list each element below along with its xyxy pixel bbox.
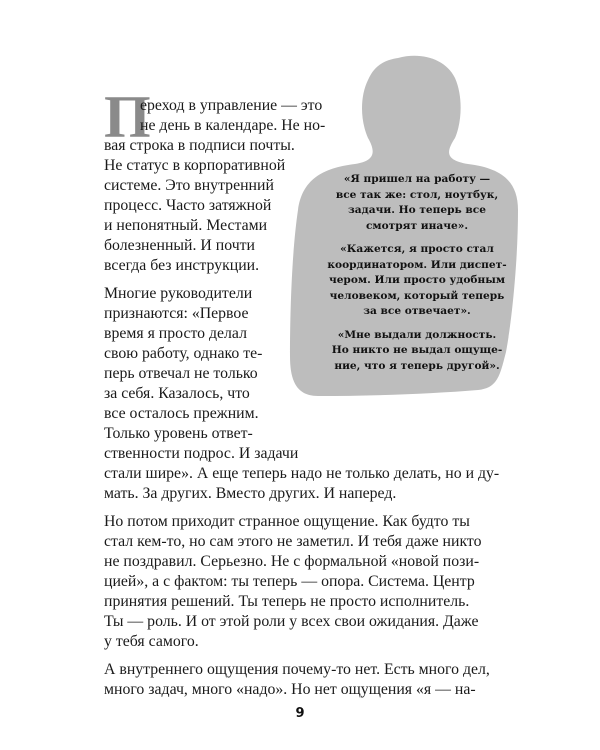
body-line: свою работу, однако те- (104, 345, 263, 362)
body-line: Не статус в корпоративной (104, 157, 286, 174)
body-line: принятия решений. Ты теперь не просто исполнитель. (104, 593, 470, 610)
body-line: признаются: «Первое (104, 305, 249, 322)
pull-quotes (312, 172, 522, 382)
body-line: и непонятный. Местами (104, 217, 268, 234)
quote-line: чером. Или просто удобным (328, 274, 506, 286)
body-line: за себя. Казалось, что (104, 385, 250, 402)
quote-line: за все отвечает». (363, 305, 471, 317)
quote-line: координатором. Или диспет- (327, 258, 507, 271)
body-line: ереход в управление — это (140, 97, 323, 114)
quote-line: ние, что я теперь другой». (334, 359, 500, 372)
quote-line: смотрят иначе». (365, 219, 469, 232)
quote-line: «Я пришел на работу — (343, 173, 491, 185)
pull-quote-1 (312, 172, 522, 234)
body-line: стали шире». А еще теперь надо не только делать, но и ду- (104, 465, 500, 482)
page-number: 9 (295, 706, 305, 721)
body-line: всегда без инструкции. (104, 257, 260, 274)
body-line: не день в календаре. Не но- (140, 117, 326, 134)
body-line: вая строка в подписи почты. (104, 137, 295, 154)
quote-line: все так же: стол, ноутбук, (335, 188, 499, 201)
quote-line: задачи. Но теперь все (348, 204, 486, 216)
body-line: Только уровень ответ- (104, 425, 253, 442)
quote-line: человеком, который теперь (329, 289, 505, 302)
pull-quote-2 (312, 242, 522, 320)
body-line: мать. За других. Вместо других. И наперед. (104, 485, 397, 502)
body-line: у тебя самого. (104, 633, 199, 650)
body-line: болезненный. И почти (104, 237, 255, 254)
body-line: Но потом приходит странное ощущение. Как будто ты (104, 513, 470, 530)
body-line: процесс. Часто затяжной (104, 197, 272, 214)
body-line: ственности подрос. И задачи (104, 445, 299, 462)
body-line: много задач, много «надо». Но нет ощущения «я — на- (104, 681, 476, 698)
body-line: время я просто делал (104, 325, 247, 342)
drop-cap: П (104, 84, 151, 150)
quote-line: Но никто не выдал ощуще- (331, 344, 503, 356)
pull-quote-3 (312, 328, 522, 375)
body-line: Ты — роль. И от этой роли у всех свои ожидания. Даже (104, 613, 479, 630)
body-line: все осталось прежним. (104, 405, 259, 422)
quote-line: «Мне выдали должность. (337, 328, 497, 341)
body-line: стал кем-то, но сам этого не заметил. И тебя даже никто (104, 533, 482, 550)
body-line: системе. Это внутренний (104, 177, 274, 194)
body-line: А внутреннего ощущения почему-то нет. Есть много дел, (104, 661, 490, 678)
body-line: не поздравил. Серьезно. Не с формальной «новой пози- (104, 553, 480, 570)
body-line: цией», а с фактом: ты теперь — опора. Система. Центр (104, 573, 475, 590)
body-line: Многие руководители (104, 285, 253, 302)
body-line: перь отвечал не только (104, 365, 258, 382)
quote-line: «Кажется, я просто стал (340, 243, 494, 255)
